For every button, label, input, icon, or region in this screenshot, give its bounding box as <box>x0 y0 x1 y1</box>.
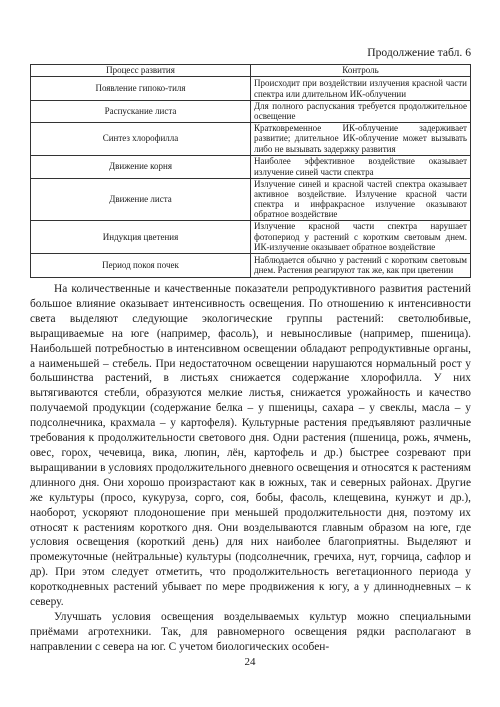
process-cell: Синтез хлорофилла <box>31 122 251 155</box>
process-cell: Движение корня <box>31 155 251 178</box>
process-cell: Индукция цветения <box>31 220 251 253</box>
column-header-control: Контроль <box>251 65 471 77</box>
table-row <box>31 178 471 220</box>
table-row <box>31 253 471 277</box>
process-cell: Период покоя почек <box>31 253 251 277</box>
control-cell: Происходит при воздействии излучения красной части спектра или длительном ИК-облучении <box>251 77 471 101</box>
table-row <box>31 101 471 123</box>
table-header-row <box>31 65 471 77</box>
development-control-table <box>30 64 471 278</box>
paragraph: На количественные и качественные показатели репродуктивного развития растений большое влияние оказывает интенсивность освещения. По отношению к интенсивности света выделяют следующие экологические группы растений: светолюбивые, выращиваемые на юге (например, фасоль), и невыносливые (например, пшеница). Наибольшей потребностью в интенсивном освещении обладают репродуктивные органы, а наименьшей – стебель. При недостаточном освещении нарушаются нормальный рост у большинства растений, в листьях снижается содержание хлорофилла. У них вытягиваются стебли, образуются мелкие листья, снижается урожайность и качество получаемой продукции (содержание белка – у пшеницы, сахара – у свеклы, масла – у подсолнечника, крахмала – у картофеля). Культурные растения предъявляют различные требования к продолжительности светового дня. Одни растения (пшеница, рожь, ячмень, овес, горох, чечевица, вика, люпин, лён, картофель и др.) быстрее созревают при выращивании в условиях продолжительного дневного освещения и относятся к растениям длинного дня. Они хорошо произрастают как в южных, так и северных районах. Другие же культуры (просо, кукуруза, сорго, соя, бобы, фасоль, клещевина, кунжут и др.), наоборот, ускоряют плодоношение при меньшей продолжительности дня, поэтому их относят к растениям короткого дня. Они возделываются главным образом на юге, где условия освещения (короткий день) для них наиболее благоприятны. Выделяют и промежуточные (нейтральные) культуры (подсолнечник, гречиха, нут, горчица, сафлор и др). При этом следует отметить, что продолжительность вегетационного периода у короткодневных растений убывает по мере продвижения к югу, а у длиннодневных – к северу. <box>30 283 471 609</box>
table-row <box>31 122 471 155</box>
control-cell: Кратковременное ИК-облучение задерживает развитие; длительное ИК-облучение может вызывать либо не вызывать задержку развития <box>251 122 471 155</box>
table-row <box>31 220 471 253</box>
page-number: 24 <box>244 656 256 668</box>
process-cell: Движение листа <box>31 178 251 220</box>
control-cell: Для полного распускания требуется продолжительное освещение <box>251 101 471 123</box>
column-header-process: Процесс развития <box>31 65 251 77</box>
table-row <box>31 77 471 101</box>
table-caption: Продолжение табл. 6 <box>367 46 471 59</box>
process-cell: Распускание листа <box>31 101 251 123</box>
control-cell: Наиболее эффективное воздействие оказывает излучение синей части спектра <box>251 155 471 178</box>
control-cell: Наблюдается обычно у растений с коротким световым днем. Растения реагируют так же, как при цветении <box>251 253 471 277</box>
table-row <box>31 155 471 178</box>
body-text <box>30 282 471 655</box>
process-cell: Появление гипоко-тиля <box>31 77 251 101</box>
control-cell: Излучение синей и красной частей спектра оказывает активное воздействие. Излучение красной части спектра и инфракрасное излучение оказывают обратное воздействие <box>251 178 471 220</box>
control-cell: Излучение красной части спектра нарушает фотопериод у растений с коротким световым днем. ИК-излучение оказывает обратное воздействие <box>251 220 471 253</box>
paragraph: Улучшать условия освещения возделываемых культур можно специальными приёмами агротехники. Так, для равномерного освещения рядки располагают в направлении с севера на юг. С учетом биологических особен- <box>30 610 471 653</box>
